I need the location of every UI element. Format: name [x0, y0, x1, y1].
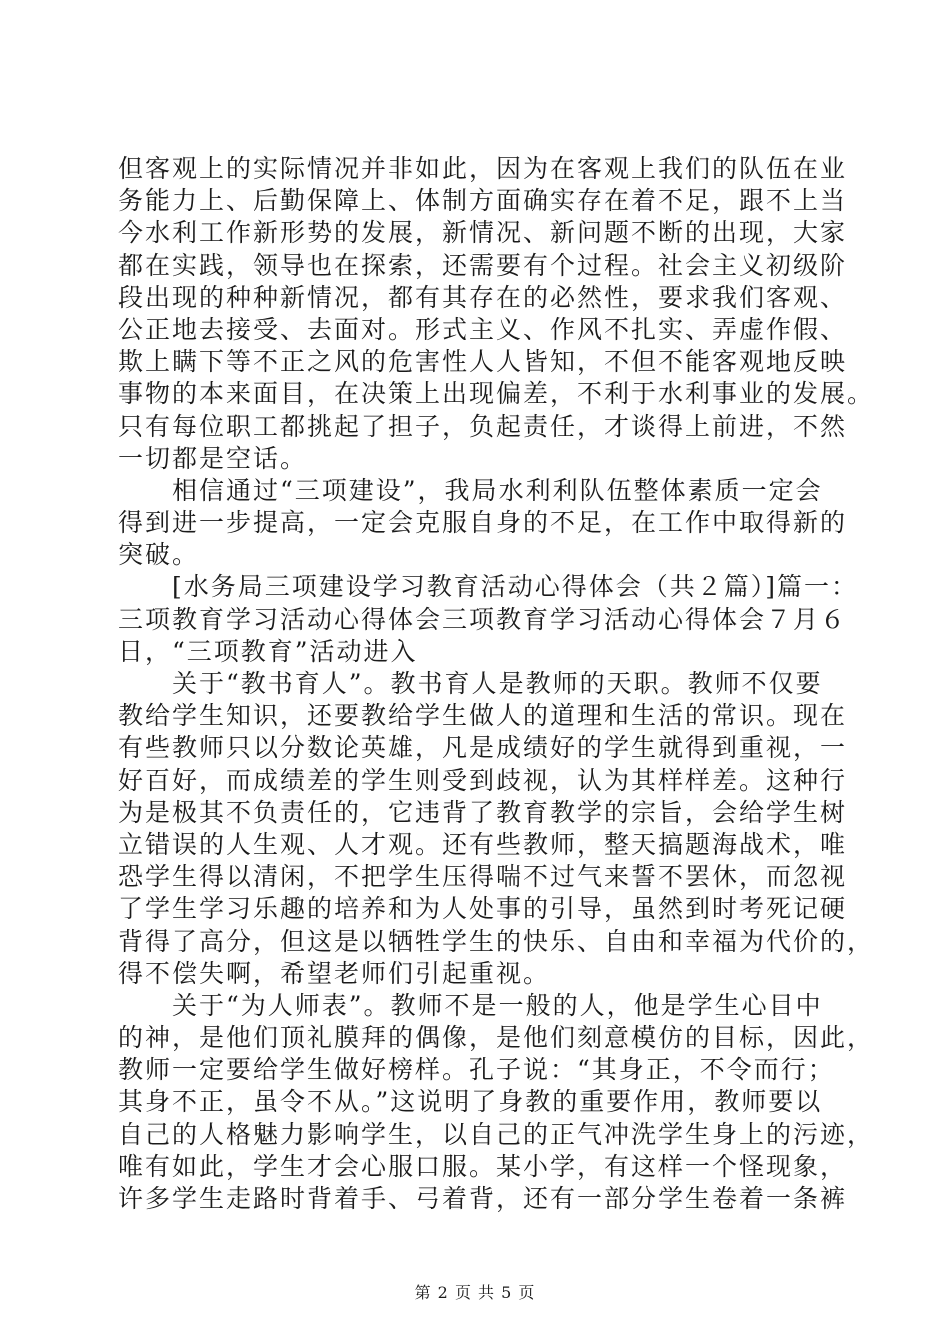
paragraph-start-line: 相信通过“三项建设”，我局水利利队伍整体素质一定会	[172, 475, 823, 505]
text-line: 三项教育学习活动心得体会三项教育学习活动心得体会７月６	[118, 604, 848, 634]
text-line: 事物的本来面目，在决策上出现偏差，不利于水利事业的发展。	[118, 379, 875, 409]
paragraph-start-line: 关于“为人师表”。教师不是一般的人，他是学生心目中	[172, 990, 823, 1020]
text-line: 了学生学习乐趣的培养和为人处事的引导，虽然到时考死记硬	[118, 894, 848, 924]
text-line: 只有每位职工都挑起了担子，负起责任，才谈得上前进，不然	[118, 411, 848, 441]
text-line: 务能力上、后勤保障上、体制方面确实存在着不足，跟不上当	[118, 186, 848, 216]
paragraph-start-line: 关于“教书育人”。教书育人是教师的天职。教师不仅要	[172, 669, 823, 698]
document-body	[118, 153, 875, 1215]
text-line: 自己的人格魅力影响学生，以自己的正气冲洗学生身上的污迹，	[118, 1119, 875, 1149]
text-line: 但客观上的实际情况并非如此，因为在客观上我们的队伍在业	[118, 154, 848, 183]
text-line: 好百好，而成绩差的学生则受到歧视，认为其样样差。这种行	[118, 765, 848, 795]
text-line: 得不偿失啊，希望老师们引起重视。	[118, 958, 551, 988]
text-line: 恐学生得以清闲，不把学生压得喘不过气来誓不罢休，而忽视	[118, 862, 848, 892]
text-line: 教师一定要给学生做好榜样。孔子说：“其身正，不令而行；	[118, 1055, 835, 1085]
text-line: 段出现的种种新情况，都有其存在的必然性，要求我们客观、	[118, 282, 848, 312]
text-line: 有些教师只以分数论英雄，凡是成绩好的学生就得到重视，一	[118, 733, 848, 763]
text-line: 突破。	[118, 540, 200, 570]
paragraph-start-line: [水务局三项建设学习教育活动心得体会（共２篇）]篇一：	[172, 572, 859, 602]
text-line: 教给学生知识，还要教给学生做人的道理和生活的常识。现在	[118, 701, 848, 731]
text-line: 一切都是空话。	[118, 443, 308, 473]
text-line: 公正地去接受、去面对。形式主义、作风不扎实、弄虚作假、	[118, 314, 848, 344]
text-line: 今水利工作新形势的发展，新情况、新问题不断的出现，大家	[118, 218, 848, 248]
text-line: 背得了高分，但这是以牺牲学生的快乐、自由和幸福为代价的，	[118, 926, 875, 956]
text-line: 立错误的人生观、人才观。还有些教师，整天搞题海战术，唯	[118, 829, 848, 859]
text-line: 得到进一步提高，一定会克服自身的不足，在工作中取得新的	[118, 508, 848, 538]
text-line: 的神，是他们顶礼膜拜的偶像，是他们刻意模仿的目标，因此，	[118, 1023, 875, 1053]
text-line: 其身不正，虽令不从。”这说明了身教的重要作用，教师要以	[118, 1087, 823, 1117]
text-line: 日，“三项教育”活动进入	[118, 636, 418, 666]
text-line: 都在实践，领导也在探索，还需要有个过程。社会主义初级阶	[118, 250, 848, 280]
page-number-footer: 第 2 页 共 5 页	[414, 1283, 536, 1302]
text-line: 欺上瞒下等不正之风的危害性人人皆知，不但不能客观地反映	[118, 347, 848, 377]
text-line: 唯有如此，学生才会心服口服。某小学，有这样一个怪现象，	[118, 1151, 848, 1181]
text-line: 许多学生走路时背着手、弓着背，还有一部分学生卷着一条裤	[118, 1184, 848, 1213]
text-line: 为是极其不负责任的，它违背了教育教学的宗旨，会给学生树	[118, 797, 848, 827]
